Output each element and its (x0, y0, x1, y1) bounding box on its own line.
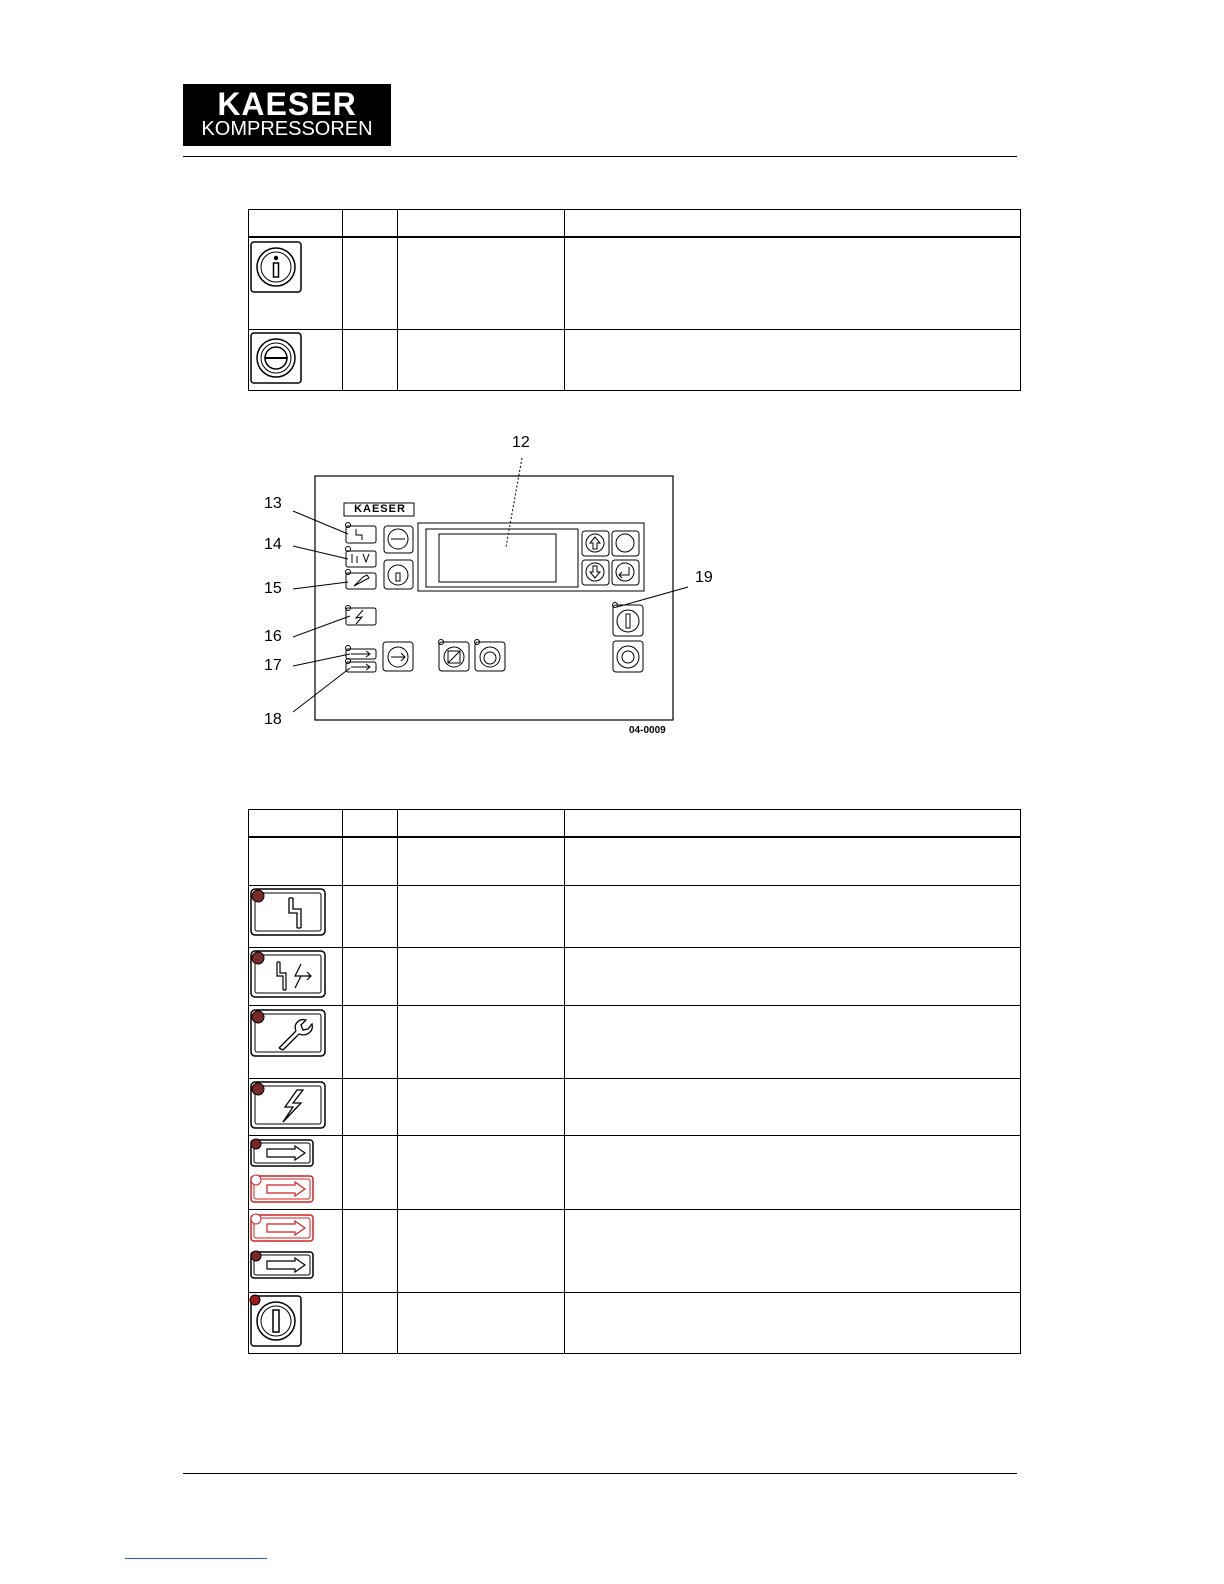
table-row (249, 330, 1021, 391)
keys-table (248, 209, 1021, 391)
callout-14: 14 (264, 536, 282, 553)
table-row (249, 837, 1021, 885)
kaeser-logo (183, 84, 391, 146)
callout-15: 15 (264, 580, 282, 597)
footer-link-underline (125, 1558, 267, 1559)
control-panel-drawing (230, 425, 750, 745)
power-led-icon (249, 1079, 343, 1130)
maintenance-led-icon (249, 1006, 343, 1073)
control-panel-diagram (230, 425, 750, 745)
footer-rule (183, 1473, 1017, 1474)
load-led-icon (249, 1136, 343, 1204)
fault-warning-led-icon (249, 948, 343, 1000)
panel-logo: KAESER (354, 503, 406, 515)
table-row (249, 1292, 1021, 1353)
logo-line1: KAESER (217, 86, 357, 122)
logo-line2: KOMPRESSOREN (201, 118, 373, 140)
callout-12: 12 (512, 434, 530, 451)
header-rule (183, 156, 1017, 157)
on-led-icon (249, 1293, 343, 1348)
fault-led-icon (249, 886, 343, 942)
table-row (249, 1135, 1021, 1209)
callout-16: 16 (264, 628, 282, 645)
callout-19: 19 (695, 569, 713, 586)
figure-code: 04-0009 (629, 725, 666, 736)
info-key-icon (249, 238, 343, 324)
table-row (249, 1005, 1021, 1078)
table-row (249, 885, 1021, 947)
table-row (249, 1209, 1021, 1292)
table-header-row (249, 810, 1021, 838)
leds-table (248, 809, 1021, 1354)
table-row (249, 237, 1021, 330)
table-header-row (249, 210, 1021, 238)
idle-led-icon (249, 1210, 343, 1287)
callout-17: 17 (264, 657, 282, 674)
callout-18: 18 (264, 711, 282, 728)
table-row (249, 1078, 1021, 1135)
menu-key-icon (249, 330, 343, 385)
callout-13: 13 (264, 495, 282, 512)
table-row (249, 947, 1021, 1005)
